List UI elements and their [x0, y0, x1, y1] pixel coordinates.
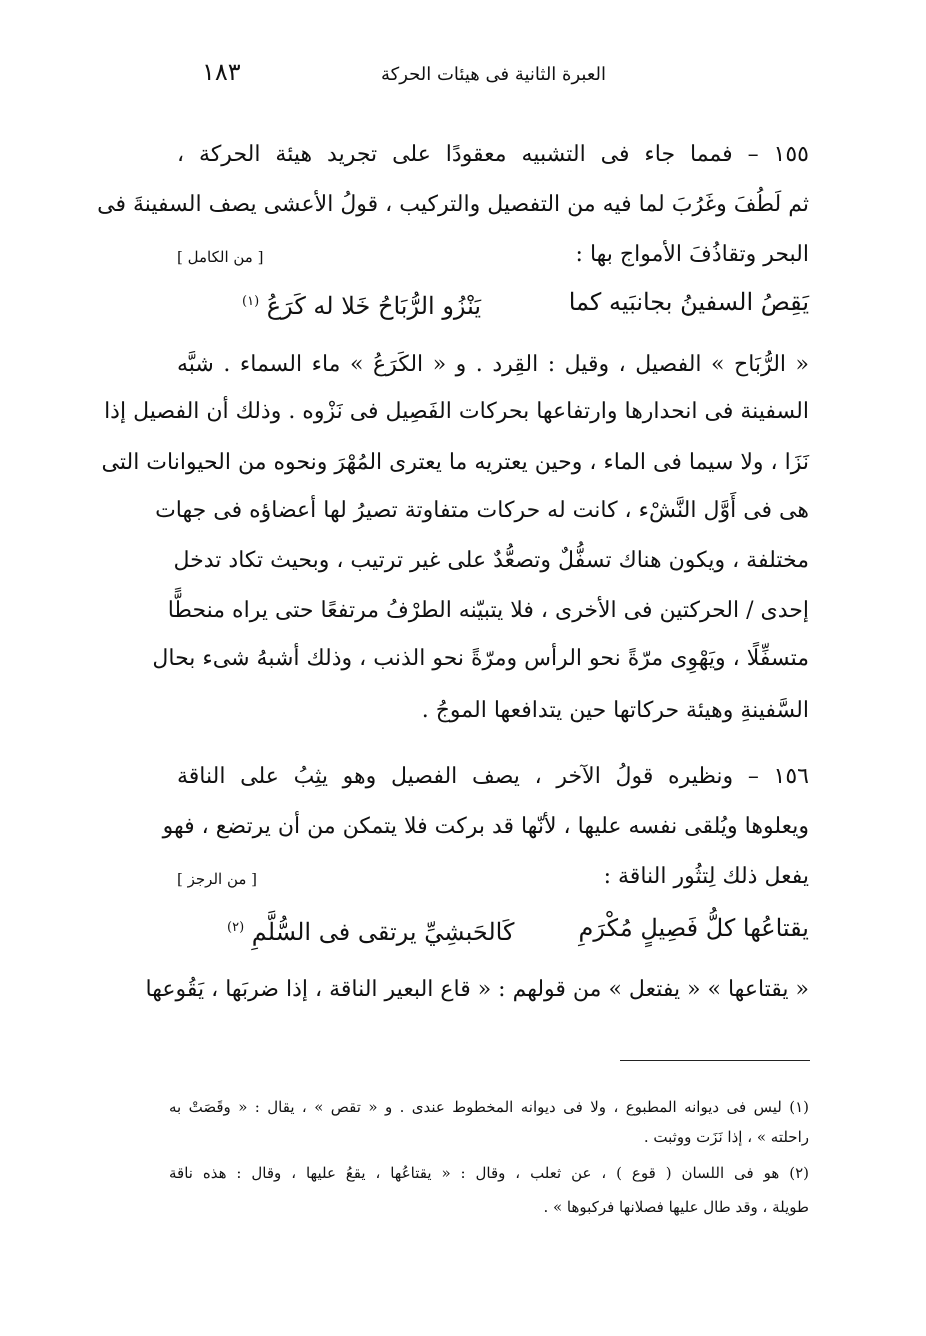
verse-al-asha [177, 286, 809, 320]
verse-second-hemistich [242, 286, 481, 322]
commentary-line: نَزَا ، ولا سيما فى الماء ، وحين يعتريه ما يعترى المُهْرَ ونحوه من الحيوانات التى [101, 450, 809, 475]
verse-second-hemistich [227, 912, 514, 948]
footnote-rule [620, 1060, 810, 1061]
commentary-line: إحدى / الحركتين فى الأخرى ، فلا يتبيّنه الطرْفُ مرتفعًا حتى يراه منحطًّا [167, 598, 809, 623]
commentary-line: متسفِّلًا ، ويَهْوِى مرّةً نحو الرأس ومرّةً نحو الذنب ، وذلك أشبهُ شىء بحال [152, 646, 809, 671]
paragraph-155-line: ١٥٥ – فمما جاء فى التشبيه معقودًا على تجريد هيئة الحركة ، [177, 142, 809, 167]
footnote-2-line: (٢) هو فى اللسان ( قوع ) ، عن ثعلب ، وقال : « يقتاعُها ، يقعُ عليها ، وقال : هذه ناقة [169, 1164, 809, 1182]
commentary-line: مختلفة ، ويكون هناك تسفُّلٌ وتصعُّدٌ على غير ترتيب ، وبحيث تكاد تدخل [173, 548, 809, 573]
commentary-line: السَّفينةِ وهيئة حركاتها حين يتدافعها الموجُ . [421, 698, 809, 723]
paragraph-156-line: ١٥٦ – ونظيره قولُ الآخر ، يصف الفصيل وهو يثِبُ على الناقة [177, 764, 809, 789]
verse-second-hemistich-text: يَنْزُو الرُّبَاحُ خَلا له كَرَعُ [266, 292, 482, 320]
footnote-marker-2: (٢) [227, 920, 245, 935]
commentary-line: « يقتاعها » « يفتعل » من قولهم : « قاع البعير الناقة ، إذا ضربَها ، يَقُوعها [145, 977, 809, 1002]
meter-label-kamil: [ من الكامل ] [177, 248, 264, 266]
verse-second-hemistich-text: كَالحَبشِيِّ يرتقى فى السُّلَّمِ [251, 918, 515, 946]
meter-label-rajaz: [ من الرجز ] [177, 870, 258, 888]
commentary-line: هى فى أَوَّل النَّشْء ، كانت له حركات متفاوتة تصيرُ لها أعضاؤه فى جهات [155, 498, 809, 523]
paragraph-156-text: يفعل ذلك لِتثُور الناقة : [603, 864, 809, 889]
paragraph-155-line: ثم لَطُفَ وغَرُبَ لما فيه من التفصيل والتركيب ، قولُ الأعشى يصف السفينةَ فى [97, 192, 809, 217]
paragraph-155-text: البحر وتقاذُفَ الأمواج بها : [575, 242, 809, 267]
page-header [190, 58, 806, 94]
footnote-1-line: (١) ليس فى ديوانه المطبوع ، ولا فى ديوانه المخطوط عندى . و « تقص » ، يقال : « وقَصَتْ به [169, 1098, 809, 1116]
verse-rajaz [177, 912, 809, 946]
verse-first-hemistich: يقتاعُها كلُّ فَصِيلٍ مُكْرَمِ [578, 914, 809, 942]
commentary-line: « الرُّبَاح » الفصيل ، وقيل : القِرد . و « الكَرَعُ » ماء السماء . شبَّه [177, 352, 809, 377]
footnote-marker-1: (١) [242, 294, 260, 309]
running-head: العبرة الثانية فى هيئات الحركة [381, 64, 606, 85]
verse-first-hemistich: يَقِصُ السفينُ بجانبَيه كما [568, 288, 809, 316]
paragraph-156-line: ويعلوها ويُلقى نفسه عليها ، لأنّها قد بركت فلا يتمكن من أن يرتضع ، فهو [162, 814, 809, 839]
page-number: ١٨٣ [202, 58, 241, 86]
footnote-1-line: راحلته » ، إذا نَزَت ووثبت . [643, 1128, 809, 1146]
commentary-line: السفينة فى انحدارها وارتفاعها بحركات الفَصِيل فى نَزْوه . وذلك أن الفصيل إذا [104, 399, 809, 424]
footnote-2-line: طويلة ، وقد طال عليها فصلانها فركبوها » . [543, 1198, 809, 1216]
